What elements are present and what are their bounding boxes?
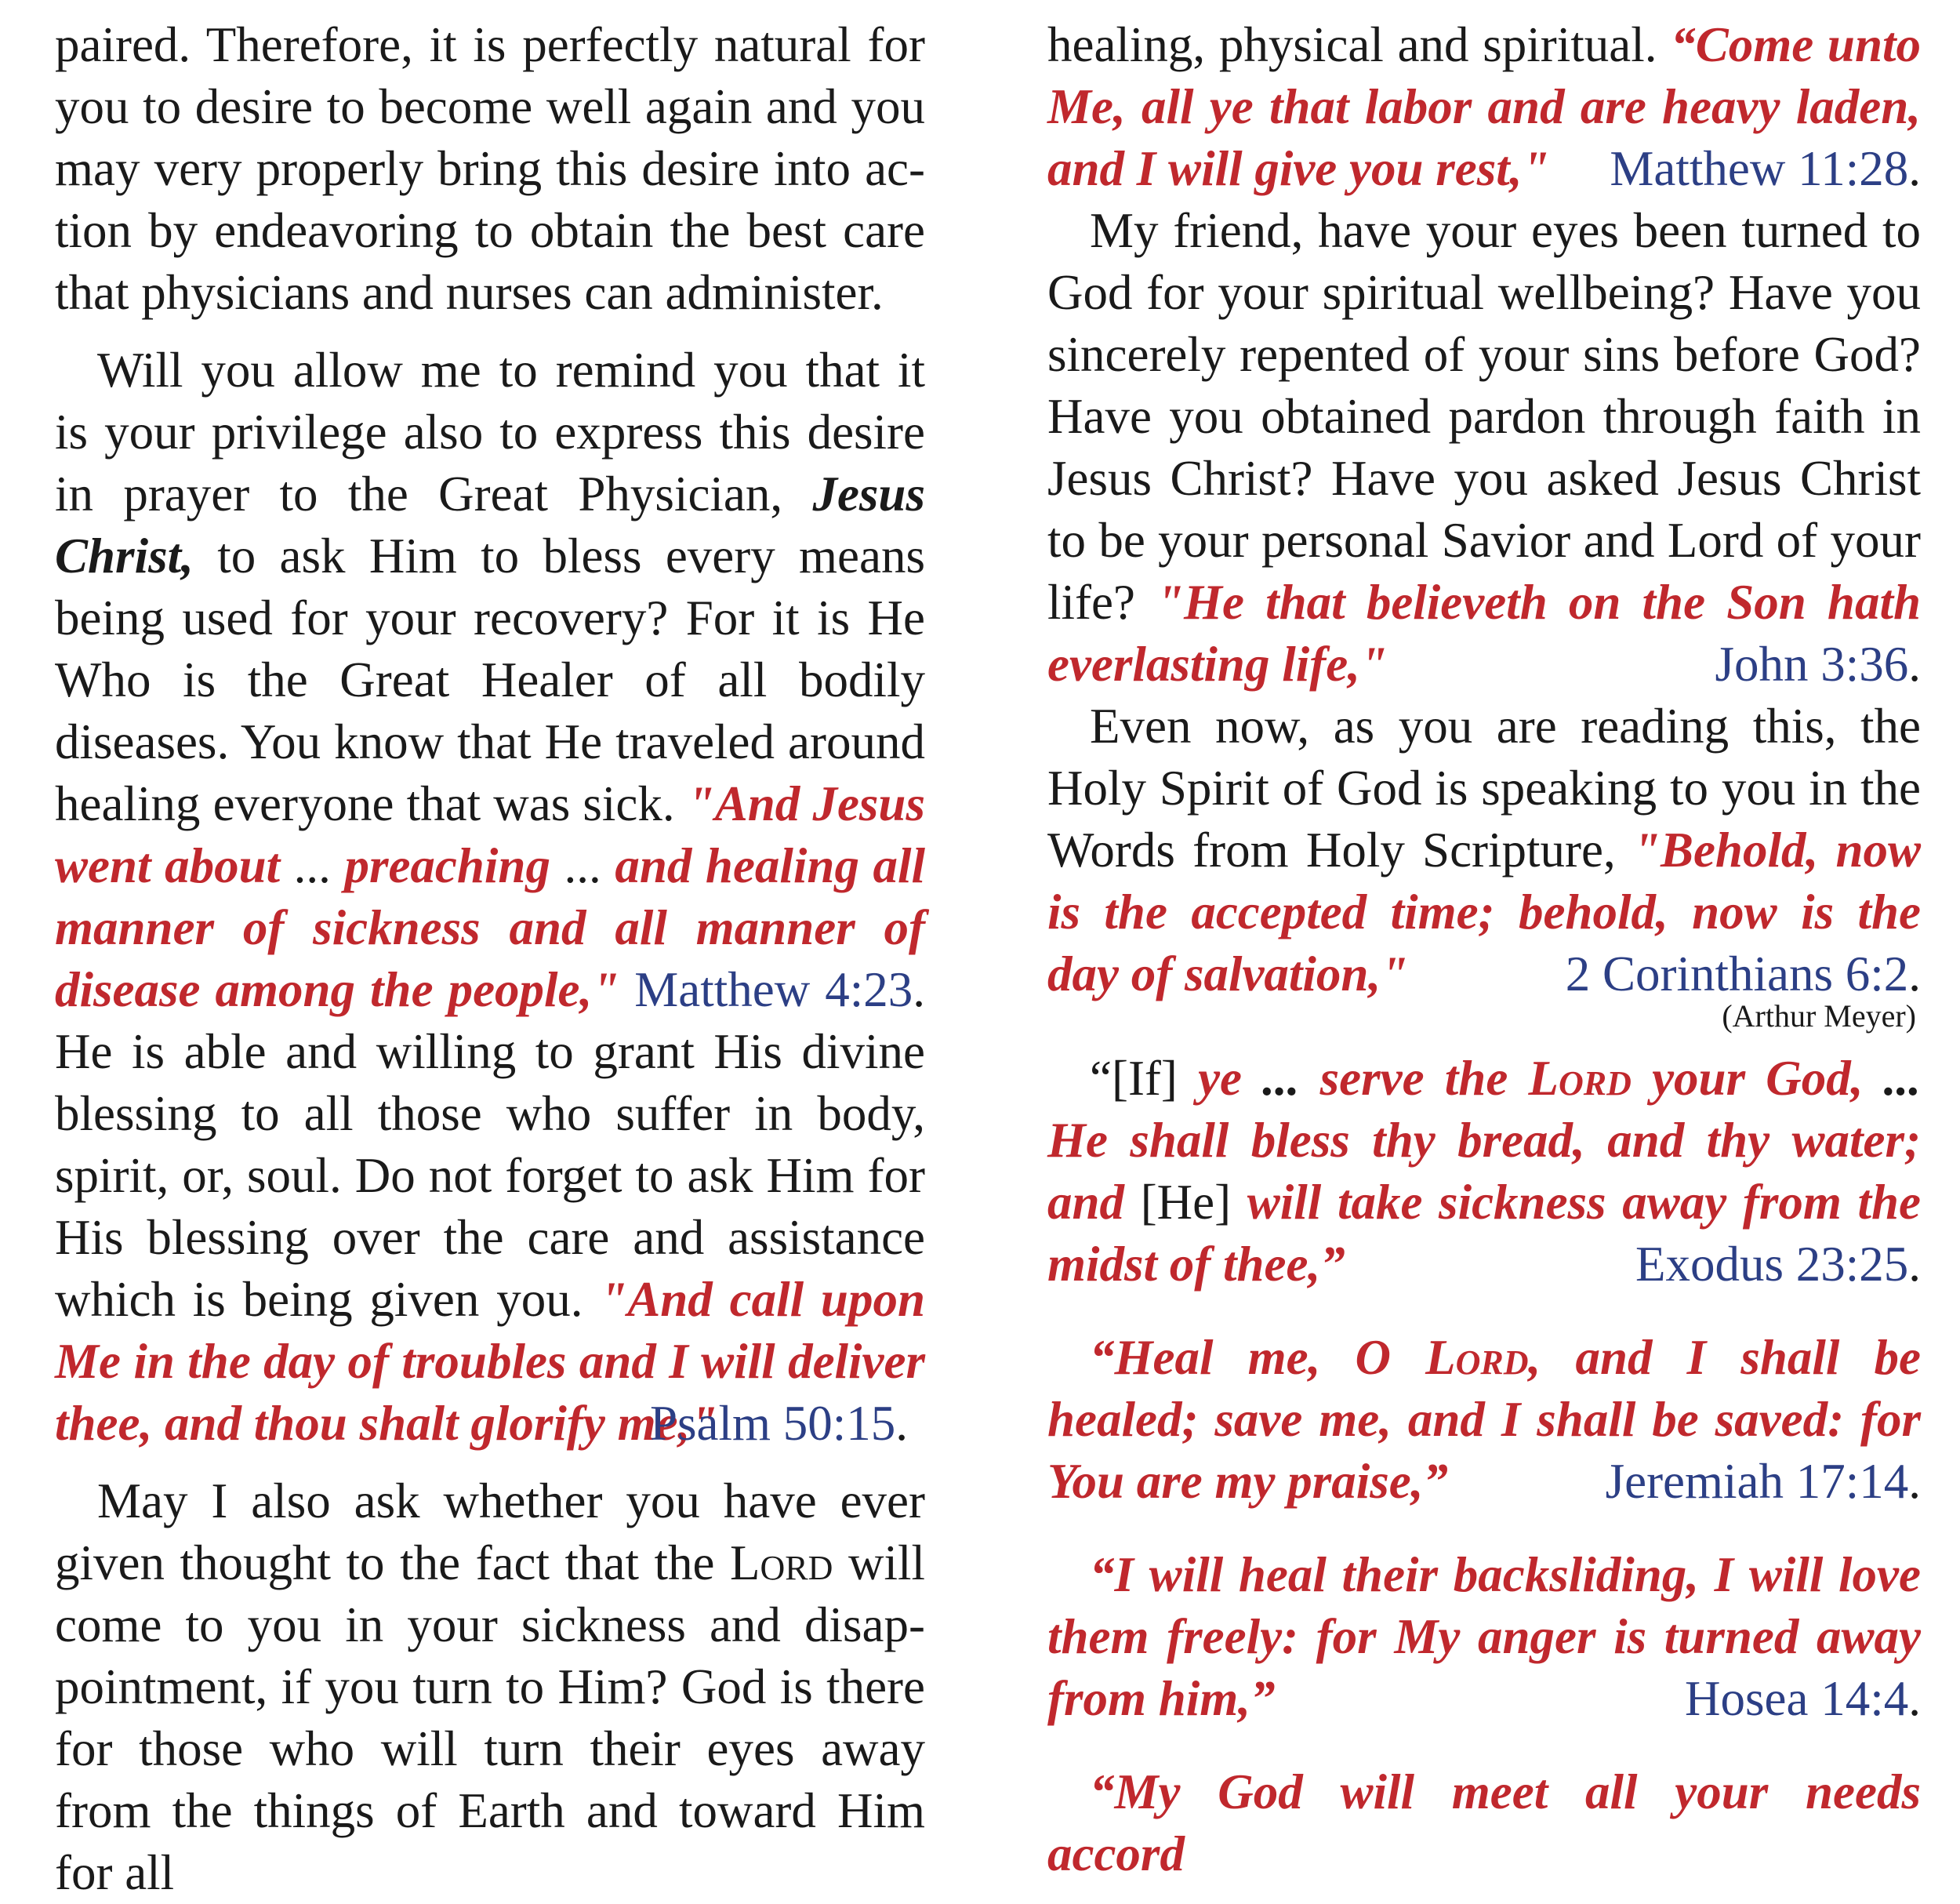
scripture-quote: “Heal me, O [1090, 1330, 1426, 1385]
scripture-reference: Matthew 11:28 [1610, 141, 1909, 196]
body-text: to ask Him to bless every means being used for your recovery? For it is He Who is the Great Healer of all bodily diseases. You know that He traveled around healing everyone that was sick. [55, 529, 925, 831]
small-caps-lord: Lord [730, 1535, 833, 1590]
paragraph-left-1 [55, 14, 925, 324]
scripture-quote: “Come unto Me, all ye that labor and are heavy laden, and I will give you rest," [1047, 17, 1921, 196]
left-column [55, 14, 925, 1904]
ellipsis: ... [550, 838, 615, 893]
paragraph-left-2 [55, 340, 925, 1455]
bracket-insert: [He] [1124, 1175, 1247, 1230]
period: . [1908, 1237, 1921, 1292]
scripture-quote: “My God will meet all your needs accord [1047, 1764, 1921, 1881]
scripture-reference: Matthew 4:23 [634, 962, 913, 1017]
scripture-reference: Psalm 50:15 [649, 1396, 896, 1451]
paragraph-right-7 [1047, 1761, 1921, 1885]
scripture-reference: Exodus 23:25 [1635, 1237, 1909, 1292]
body-text: Even now, as you are reading this, the Holy Spirit of God is speaking to you in the Words from Holy Scripture, [1047, 699, 1921, 878]
paragraph-right-2 [1047, 200, 1921, 696]
period: . [1908, 141, 1921, 196]
body-text: healing, physical and spiritual. [1047, 17, 1671, 72]
scripture-quote: preaching [344, 838, 550, 893]
period: . [1908, 1671, 1921, 1726]
scripture-quote: serve the [1299, 1051, 1529, 1106]
scripture-quote: "He that believeth on the Son hath everlasting life," [1047, 575, 1921, 692]
scripture-quote: , and I shall be healed; save me, and I shall be saved: for You are my praise,” [1047, 1330, 1921, 1509]
period: . [1908, 947, 1921, 1001]
scripture-quote: “I will heal their backsliding, I will love them freely: for My anger is turned away from him,” [1047, 1547, 1921, 1726]
body-text: Will you allow me to remind you that it is your privilege also to express this desire in prayer to the Great Physician, [55, 343, 925, 521]
body-text: My friend, have your eyes been turned to God for your spiritual wellbeing? Have you sincerely repented of your sins before God? Have you obtained pardon through faith in Jesus Christ? Have you asked Jesus Christ to be your personal Savior and Lord of your life? [1047, 203, 1921, 630]
ellipsis: ... [1883, 1051, 1921, 1106]
scripture-reference: John 3:36 [1715, 637, 1909, 692]
scripture-reference: 2 Corinthians 6:2 [1565, 947, 1909, 1001]
scripture-quote: will take sickness away from the midst of thee,” [1047, 1175, 1922, 1292]
scripture-quote: "Behold, now is the accepted time; behold, now is the day of salvation," [1047, 823, 1922, 1001]
paragraph-left-3 [55, 1470, 925, 1904]
body-text: . He is able and willing to grant His divine blessing to all those who suffer in body, spirit, or, soul. Do not forget to ask Him for His blessing over the care and assistance which is being given you. [55, 962, 926, 1327]
small-caps-lord: Lord [1528, 1051, 1632, 1106]
scripture-quote: "And call upon Me in the day of troubles and I will deliver thee, and thou shalt glorify me," [55, 1272, 925, 1451]
body-text: paired. Therefore, it is perfectly natural for you to desire to become well again and you may very properly bring this desire into action by endeavoring to obtain the best care that physicians and nurses can administer. [55, 17, 925, 320]
small-caps-lord: Lord [1425, 1330, 1529, 1385]
period: . [1908, 1454, 1921, 1509]
period: . [895, 1396, 908, 1451]
author-attribution: (Arthur Meyer) [1722, 998, 1916, 1034]
scripture-quote: and healing all manner of sickness and all manner of disease among the people," [55, 838, 926, 1017]
scripture-quote: "And Jesus went about [55, 776, 925, 893]
body-text: will come to you in your sickness and disappointment, if you turn to Him? God is there for those who will turn their eyes away from the things of Earth and toward Him for all [55, 1535, 925, 1900]
body-text: May I also ask whether you have ever given thought to the fact that the [55, 1473, 925, 1590]
scripture-reference: Hosea 14:4 [1685, 1671, 1909, 1726]
scripture-quote: He shall bless thy bread, and thy water; and [1047, 1113, 1921, 1230]
emphasized-name: Jesus Christ, [55, 467, 925, 583]
quote-prefix: “[If] [1090, 1051, 1178, 1106]
scripture-reference: Jeremiah 17:14 [1605, 1454, 1909, 1509]
scripture-quote: ye [1177, 1051, 1263, 1106]
right-column [1047, 14, 1921, 1885]
ellipsis: ... [280, 838, 345, 893]
ellipsis: ... [1262, 1051, 1300, 1106]
period: . [1908, 637, 1921, 692]
scripture-quote: your God, [1631, 1051, 1884, 1106]
